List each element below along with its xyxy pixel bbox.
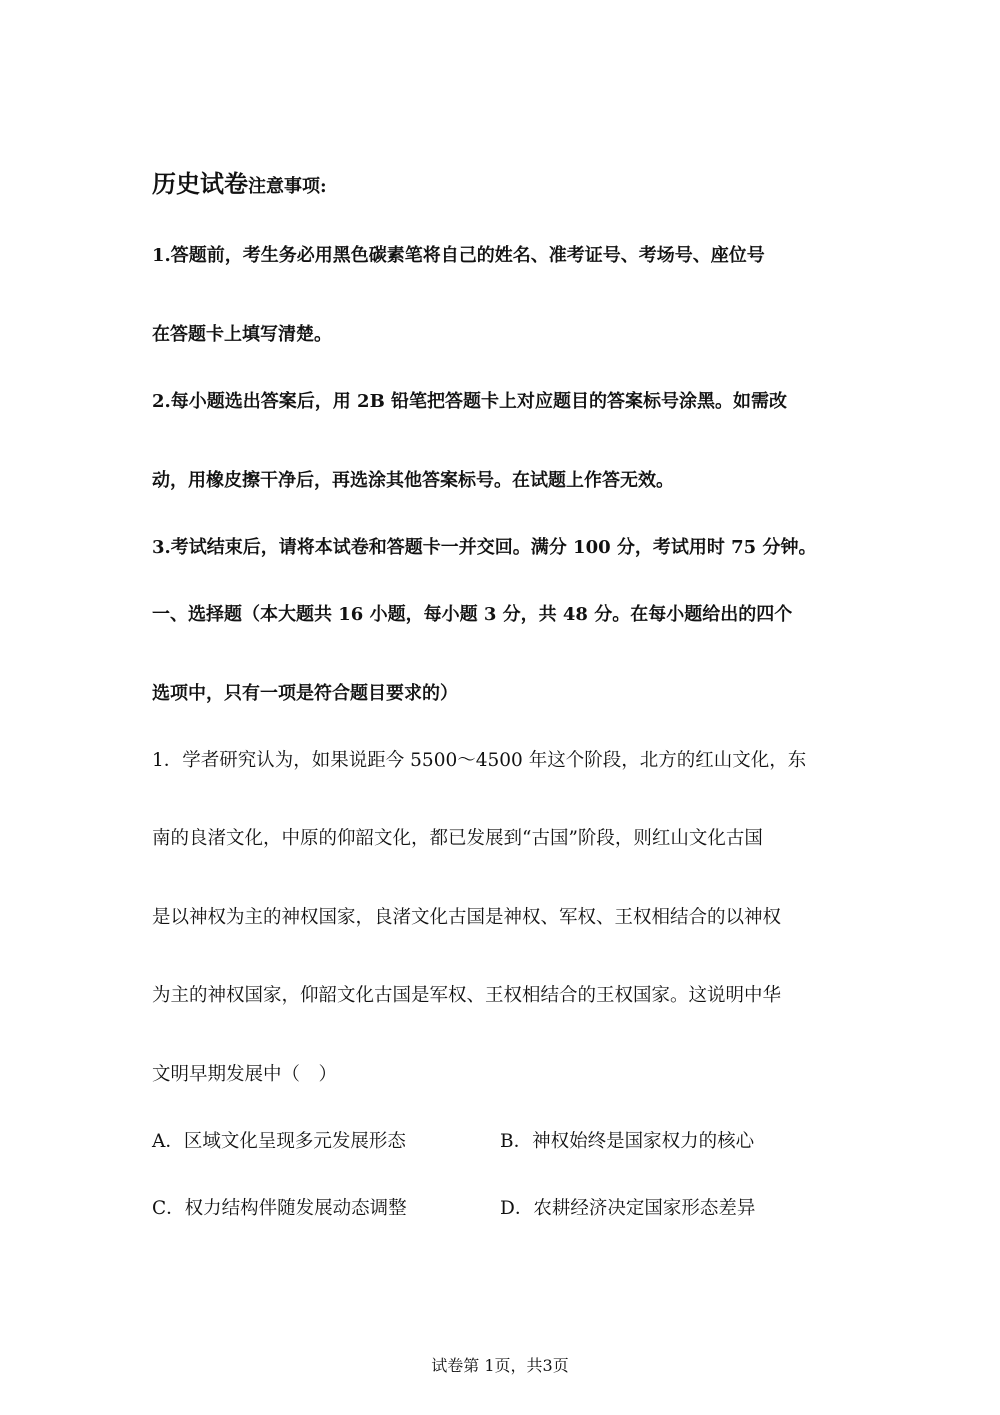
- section-heading-line-1: 一、选择题（本大题共 16 小题，每小题 3 分，共 48 分。在每小题给出的四个: [152, 604, 793, 625]
- question-1-line-1: 1．学者研究认为，如果说距今 5500～4500 年这个阶段，北方的红山文化，东: [152, 750, 807, 771]
- notice-line-5: 3.考试结束后，请将本试卷和答题卡一并交回。满分 100 分，考试用时 75 分钟。: [152, 537, 817, 558]
- notice-line-4: 动，用橡皮擦干净后，再选涂其他答案标号。在试题上作答无效。: [152, 470, 674, 491]
- question-1-line-3: 是以神权为主的神权国家，良渚文化古国是神权、军权、王权相结合的以神权: [152, 907, 782, 928]
- notice-line-1: 1.答题前，考生务必用黑色碳素笔将自己的姓名、准考证号、考场号、座位号: [152, 245, 765, 266]
- question-1-option-a: A．区域文化呈现多元发展形态: [152, 1131, 406, 1152]
- notice-line-2: 在答题卡上填写清楚。: [152, 324, 332, 345]
- page-footer: 试卷第 1页，共3页: [431, 1356, 569, 1375]
- question-1-option-c: C．权力结构伴随发展动态调整: [152, 1198, 407, 1219]
- exam-title: 历史试卷: [152, 169, 248, 198]
- question-1-line-2: 南的良渚文化，中原的仰韶文化，都已发展到“古国”阶段，则红山文化古国: [152, 828, 763, 849]
- notice-line-3: 2.每小题选出答案后，用 2B 铅笔把答题卡上对应题目的答案标号涂黑。如需改: [152, 391, 788, 412]
- question-1-option-d: D．农耕经济决定国家形态差异: [500, 1198, 756, 1219]
- question-1-option-b: B．神权始终是国家权力的核心: [500, 1131, 755, 1152]
- section-heading-line-2: 选项中，只有一项是符合题目要求的）: [152, 683, 458, 704]
- question-1-line-4: 为主的神权国家，仰韶文化古国是军权、王权相结合的王权国家。这说明中华: [152, 985, 782, 1006]
- question-1-line-5: 文明早期发展中（ ）: [152, 1064, 338, 1085]
- exam-header: [152, 169, 327, 198]
- notice-heading: 注意事项:: [248, 176, 327, 197]
